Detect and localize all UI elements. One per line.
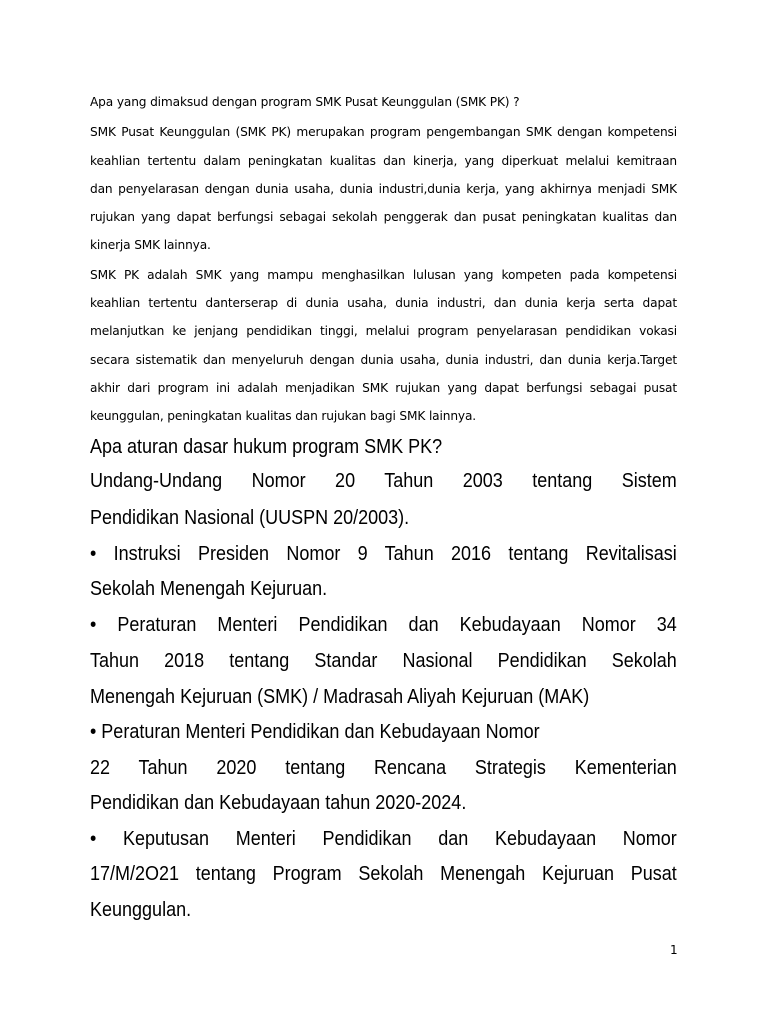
paragraph-2-line: melanjutkan ke jenjang pendidikan tinggi, melalui program penyelarasan pendidikan vokasi: [90, 324, 677, 338]
paragraph-2-line: SMK PK adalah SMK yang mampu menghasilkan lulusan yang kompeten pada kompetensi: [90, 268, 677, 282]
paragraph-1-line: dan penyelarasan dengan dunia usaha, dunia industri,dunia kerja, yang akhirnya menjadi SMK: [90, 182, 677, 196]
law-line: Pendidikan dan Kebudayaan tahun 2020-2024.: [90, 792, 467, 814]
law-line: • Instruksi Presiden Nomor 9 Tahun 2016 tentang Revitalisasi: [90, 543, 677, 565]
paragraph-2-line: secara sistematik dan menyeluruh dengan dunia usaha, dunia industri, dan dunia kerja.Target: [90, 353, 677, 367]
paragraph-1-line: rujukan yang dapat berfungsi sebagai sekolah penggerak dan pusat peningkatan kualitas dan: [90, 210, 677, 224]
law-line: • Keputusan Menteri Pendidikan dan Kebudayaan Nomor: [90, 828, 677, 850]
question-heading-2: Apa aturan dasar hukum program SMK PK?: [90, 436, 443, 458]
law-line: • Peraturan Menteri Pendidikan dan Kebudayaan Nomor: [90, 721, 540, 743]
page-number: 1: [670, 943, 678, 957]
law-line: Pendidikan Nasional (UUSPN 20/2003).: [90, 507, 410, 529]
paragraph-2-line: keahlian tertentu danterserap di dunia usaha, dunia industri, dan dunia kerja serta dapat: [90, 296, 677, 310]
law-line: Menengah Kejuruan (SMK) / Madrasah Aliyah Kejuruan (MAK): [90, 686, 590, 708]
paragraph-2-line: keunggulan, peningkatan kualitas dan rujukan bagi SMK lainnya.: [90, 409, 476, 423]
question-heading-1: Apa yang dimaksud dengan program SMK Pusat Keunggulan (SMK PK) ?: [90, 95, 520, 109]
law-line: Undang-Undang Nomor 20 Tahun 2003 tentang Sistem: [90, 470, 677, 492]
law-line: 22 Tahun 2020 tentang Rencana Strategis Kementerian: [90, 757, 677, 779]
paragraph-2-line: akhir dari program ini adalah menjadikan SMK rujukan yang dapat berfungsi sebagai pusat: [90, 381, 677, 395]
paragraph-1-line: keahlian tertentu dalam peningkatan kualitas dan kinerja, yang diperkuat melalui kemitraan: [90, 154, 677, 168]
law-line: 17/M/2O21 tentang Program Sekolah Menengah Kejuruan Pusat: [90, 863, 677, 885]
paragraph-1-line: kinerja SMK lainnya.: [90, 238, 211, 252]
paragraph-1-line: SMK Pusat Keunggulan (SMK PK) merupakan program pengembangan SMK dengan kompetensi: [90, 125, 677, 139]
law-line: Keunggulan.: [90, 899, 192, 921]
law-line: Tahun 2018 tentang Standar Nasional Pendidikan Sekolah: [90, 650, 677, 672]
law-line: Sekolah Menengah Kejuruan.: [90, 578, 328, 600]
law-line: • Peraturan Menteri Pendidikan dan Kebudayaan Nomor 34: [90, 614, 677, 636]
